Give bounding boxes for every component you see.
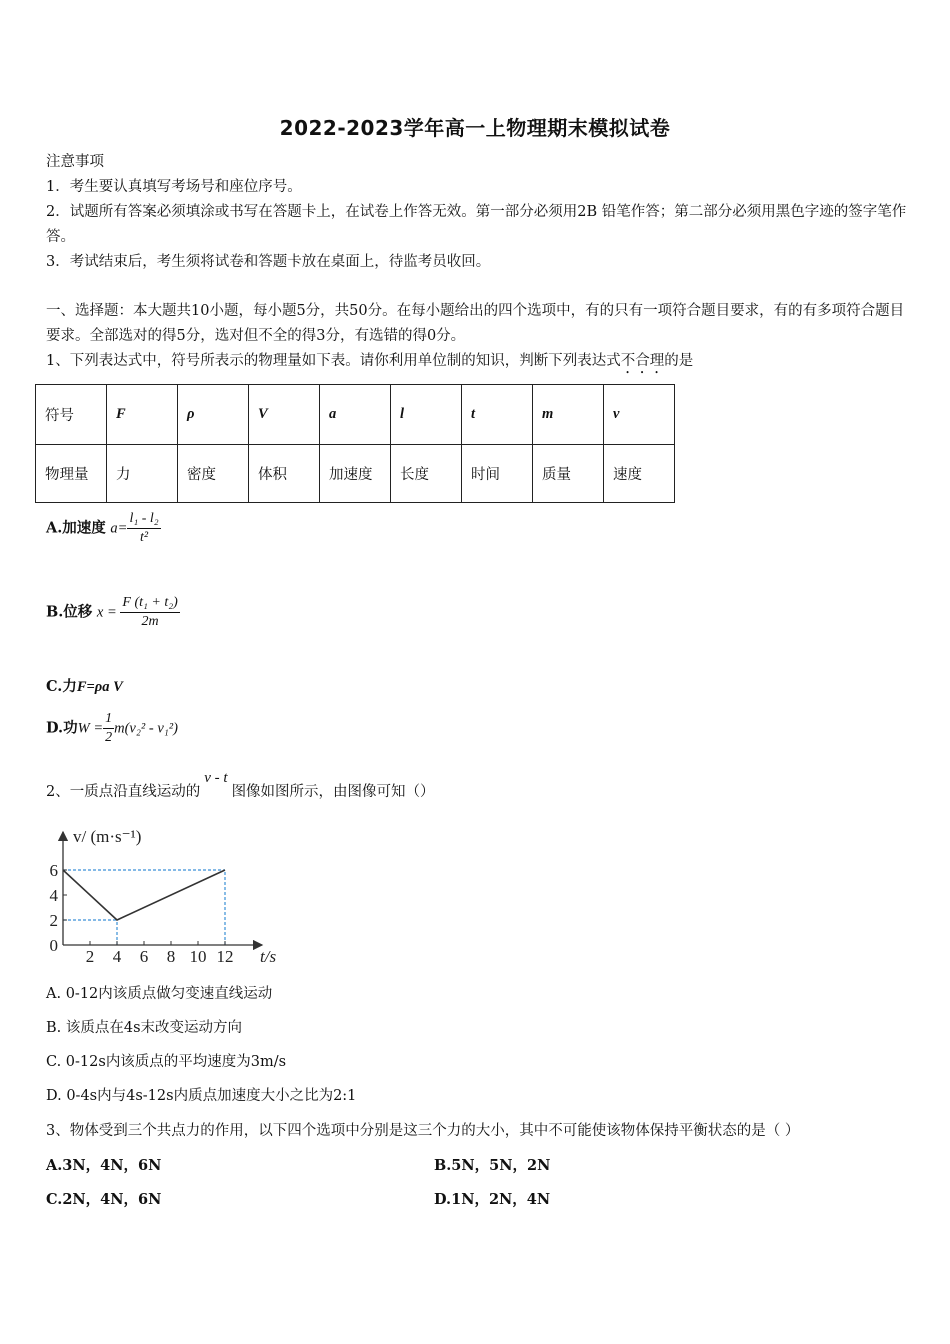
fraction-numerator: F (t₁ + t₂) bbox=[120, 594, 179, 613]
table-cell: V bbox=[249, 385, 320, 445]
table-cell: ρ bbox=[178, 385, 249, 445]
page-title: 2022-2023学年高一上物理期末模拟试卷 bbox=[279, 116, 671, 140]
fraction-numerator: 1 bbox=[103, 710, 114, 729]
option-label: C.力 bbox=[46, 678, 77, 695]
option-label: B.位移 bbox=[46, 603, 93, 621]
table-cell: 力 bbox=[107, 445, 178, 503]
q1-stem-emph: 不合理 bbox=[620, 353, 665, 369]
table-cell: F bbox=[107, 385, 178, 445]
table-cell: 速度 bbox=[604, 445, 675, 503]
table-cell: 符号 bbox=[36, 385, 107, 445]
q1-stem bbox=[46, 349, 693, 377]
q1-option-d: D.功W = $\frac{1}{2}$ m(v₂² - v₁²) bbox=[46, 711, 178, 745]
y-tick-label: 6 bbox=[49, 861, 58, 880]
x-tick-label: 12 bbox=[216, 947, 234, 966]
table-cell: 加速度 bbox=[320, 445, 391, 503]
x-tick-label: 10 bbox=[189, 947, 207, 966]
option-label: A.加速度 bbox=[46, 519, 106, 537]
q2-option-d: D. 0-4s内与4s-12s内质点加速度大小之比为2:1 bbox=[46, 1088, 357, 1104]
x-axis-label: t/s bbox=[260, 947, 277, 966]
formula-lhs: a bbox=[110, 520, 118, 537]
table-cell: 质量 bbox=[533, 445, 604, 503]
option-label: D.功 bbox=[46, 719, 78, 737]
notice-item-2: 2．试题所有答案必须填涂或书写在答题卡上，在试卷上作答无效。第一部分必须用2B 铅笔作答；第二部分必须用黑色字迹的签字笔作答。 bbox=[46, 204, 907, 245]
fraction bbox=[127, 510, 160, 547]
q2-stem-math: v - t bbox=[204, 770, 228, 786]
q3-stem: 3、物体受到三个共点力的作用，以下四个选项中分别是这三个力的大小，其中不可能使该物体保持平衡状态的是（ ） bbox=[46, 1123, 800, 1139]
table-cell: 密度 bbox=[178, 445, 249, 503]
formula-lhs: W bbox=[77, 720, 90, 737]
fraction-denominator: t² bbox=[140, 530, 149, 545]
table-cell: l bbox=[391, 385, 462, 445]
q3-option-a: A.3N，4N，6N bbox=[46, 1157, 162, 1174]
fraction-denominator: 2 bbox=[105, 730, 113, 745]
q1-option-b: B.位移 x = $\frac{\text{F (t₁ + t₂)}}{2m}$ bbox=[46, 595, 178, 629]
x-tick-label: 2 bbox=[85, 947, 95, 966]
x-tick-label: 4 bbox=[112, 947, 122, 966]
fraction bbox=[120, 594, 179, 631]
series-line bbox=[63, 870, 225, 920]
table-cell: t bbox=[462, 385, 533, 445]
table-cell: 长度 bbox=[391, 445, 462, 503]
q1-option-c bbox=[46, 675, 123, 696]
q2-stem-after: 图像如图所示，由图像可知（） bbox=[231, 784, 435, 800]
fraction bbox=[103, 710, 114, 747]
q1-stem-before: 1、下列表达式中，符号所表示的物理量如下表。请你利用单位制的知识，判断下列表达式 bbox=[46, 353, 621, 369]
y-tick-label: 4 bbox=[49, 886, 58, 905]
q3-option-b: B.5N，5N，2N bbox=[434, 1157, 551, 1174]
table-cell: 时间 bbox=[462, 445, 533, 503]
q1-stem-after: 的是 bbox=[664, 353, 694, 369]
q2-option-a: A. 0-12内该质点做匀变速直线运动 bbox=[46, 986, 273, 1002]
notice-item-3: 3．考试结束后，考生须将试卷和答题卡放在桌面上，待监考员收回。 bbox=[46, 254, 491, 270]
symbol-table bbox=[35, 384, 675, 503]
table-cell: 物理量 bbox=[36, 445, 107, 503]
q2-stem-before: 2、一质点沿直线运动的 bbox=[46, 784, 201, 800]
formula: F=ρa V bbox=[76, 679, 123, 695]
y-tick-label: 2 bbox=[49, 911, 58, 930]
table-cell: m bbox=[533, 385, 604, 445]
formula-lhs: x bbox=[96, 604, 104, 621]
table-row bbox=[36, 385, 675, 445]
table-cell: 体积 bbox=[249, 445, 320, 503]
table-cell: v bbox=[604, 385, 675, 445]
q2-stem bbox=[46, 770, 435, 801]
section-intro: 一、选择题：本大题共10小题，每小题5分，共50分。在每小题给出的四个选项中，有的只有一项符合题目要求，有的有多项符合题目要求。全部选对的得5分，选对但不全的得3分，有选错的得0分。 bbox=[46, 303, 905, 344]
table-cell: a bbox=[320, 385, 391, 445]
notice-item-1: 1．考生要认真填写考场号和座位序号。 bbox=[46, 179, 302, 195]
notice-heading: 注意事项 bbox=[46, 154, 104, 170]
x-tick-label: 8 bbox=[166, 947, 176, 966]
x-tick-label: 6 bbox=[139, 947, 149, 966]
fraction-denominator: 2m bbox=[141, 614, 159, 629]
q2-option-b: B. 该质点在4s末改变运动方向 bbox=[46, 1020, 243, 1036]
formula-rest: m(v₂² - v₁²) bbox=[114, 720, 178, 737]
y-tick-label: 0 bbox=[49, 936, 58, 955]
q3-option-c: C.2N，4N，6N bbox=[46, 1191, 162, 1208]
q3-option-d: D.1N，2N，4N bbox=[434, 1191, 551, 1208]
q1-option-a: A.加速度 a= $\frac{\text{l₁ - l₂}}{\text{t²}}$ bbox=[46, 511, 159, 545]
fraction-numerator: l₁ - l₂ bbox=[127, 510, 160, 529]
q2-option-c: C. 0-12s内该质点的平均速度为3m/s bbox=[46, 1054, 287, 1070]
y-axis-label: v/ (m·s⁻¹) bbox=[73, 827, 142, 846]
table-row bbox=[36, 445, 675, 503]
vt-chart bbox=[40, 820, 300, 970]
